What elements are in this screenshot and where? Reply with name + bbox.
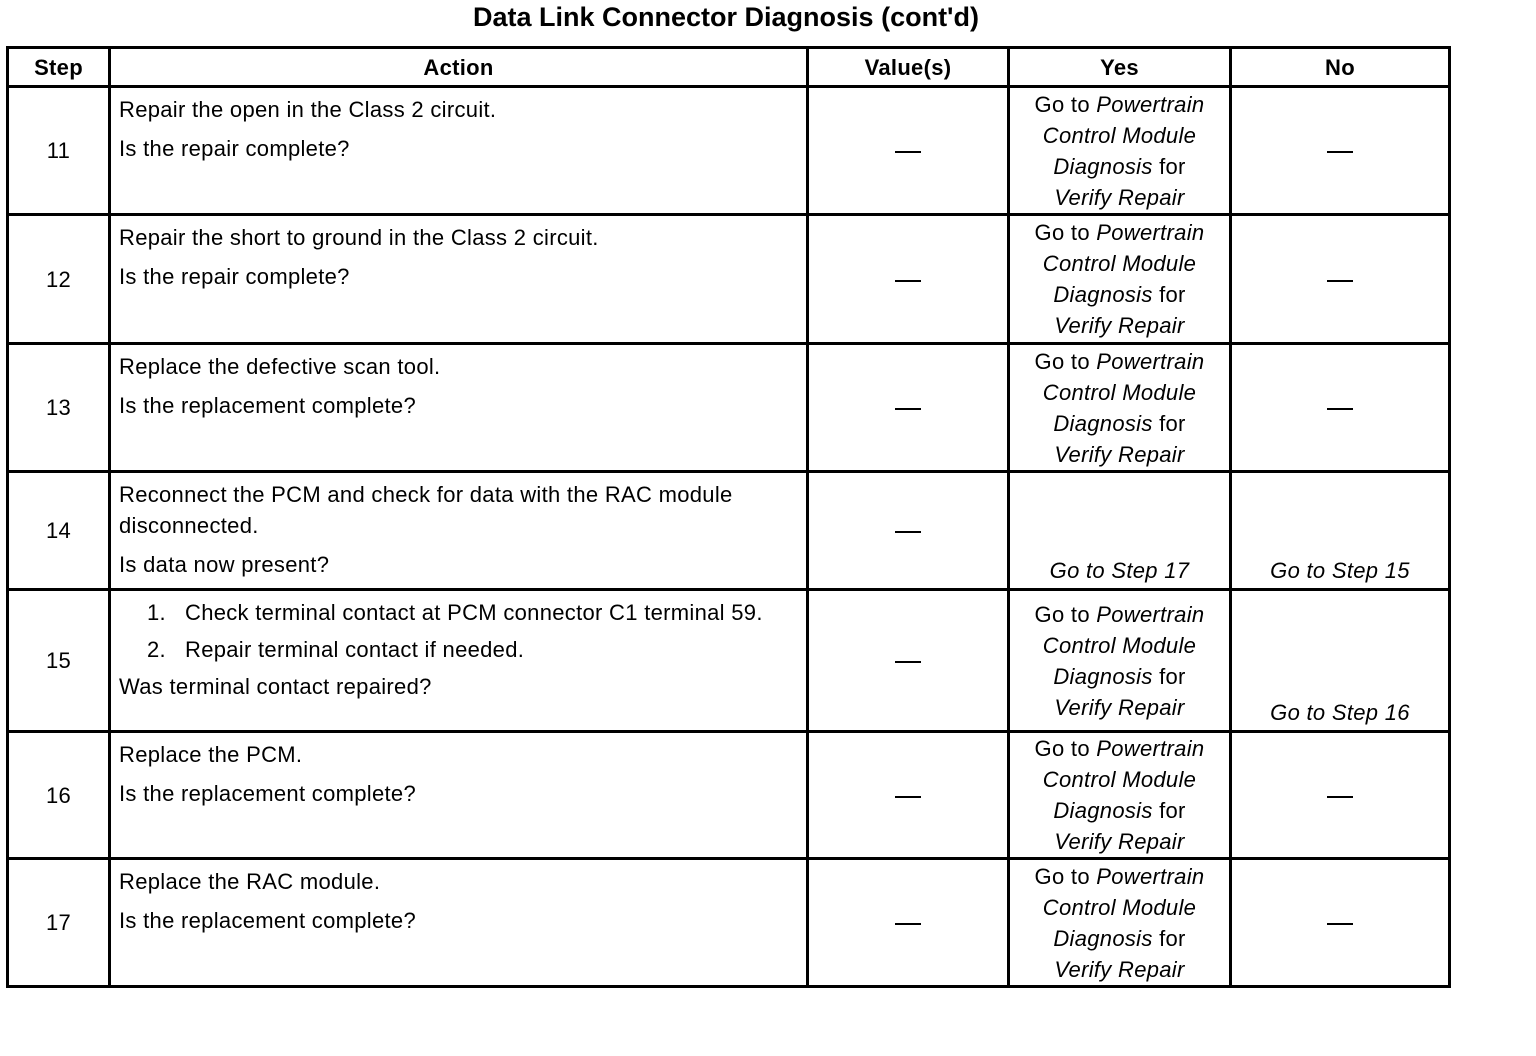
- action-cell: [110, 732, 808, 859]
- yes-text: Go to: [1034, 220, 1097, 245]
- yes-cell: [1009, 859, 1231, 987]
- no-cell: [1231, 859, 1450, 987]
- yes-text: Diagnosis: [1053, 153, 1153, 179]
- yes-line: [1018, 408, 1221, 439]
- yes-line: [1018, 954, 1221, 985]
- yes-text: for: [1152, 663, 1186, 689]
- document-title: Data Link Connector Diagnosis (cont'd): [473, 2, 979, 32]
- dash-mark: [895, 531, 921, 533]
- action-cell: [110, 344, 808, 472]
- table-row: [8, 215, 1450, 344]
- no-cell: [1231, 472, 1450, 590]
- yes-text: Diagnosis: [1053, 663, 1153, 689]
- yes-text: for: [1152, 410, 1186, 436]
- step-cell: 14: [8, 472, 110, 590]
- header-values: Value(s): [808, 48, 1009, 87]
- step-cell: 17: [8, 859, 110, 987]
- yes-text: Verify Repair: [1054, 956, 1185, 982]
- action-text: Is the replacement complete?: [119, 781, 416, 806]
- yes-text: for: [1152, 925, 1186, 951]
- table-row: [8, 472, 1450, 590]
- table-row: [8, 859, 1450, 987]
- yes-text: for: [1152, 798, 1186, 823]
- yes-line: [1018, 120, 1221, 151]
- yes-line: [1018, 599, 1221, 630]
- no-cell: [1231, 215, 1450, 344]
- header-action: Action: [110, 48, 808, 87]
- yes-text: Verify Repair: [1054, 694, 1185, 720]
- yes-line: [1018, 630, 1221, 661]
- yes-text: Verify Repair: [1054, 313, 1185, 338]
- no-cell: [1231, 732, 1450, 859]
- action-text: Replace the PCM.: [119, 742, 303, 767]
- yes-line: [1018, 151, 1221, 182]
- diagnosis-table: [6, 46, 1451, 988]
- step-cell: 13: [8, 344, 110, 472]
- step-cell: 12: [8, 215, 110, 344]
- yes-line: [1018, 764, 1221, 795]
- action-text: Replace the defective scan tool.: [119, 354, 441, 379]
- yes-text: Control Module: [1042, 251, 1197, 276]
- yes-cell: [1009, 472, 1231, 590]
- yes-line: [1018, 89, 1221, 120]
- yes-text: Diagnosis: [1053, 282, 1153, 307]
- yes-text: Powertrain: [1096, 220, 1205, 245]
- dash-mark: [895, 280, 921, 282]
- no-cell: [1231, 87, 1450, 215]
- yes-text: for: [1152, 282, 1186, 307]
- header-no: No: [1231, 48, 1450, 87]
- yes-line: [1018, 279, 1221, 310]
- action-text: Replace the RAC module.: [119, 869, 381, 894]
- yes-line: [1018, 346, 1221, 377]
- yes-text: for: [1152, 153, 1186, 179]
- action-list-item: [119, 634, 798, 665]
- yes-line: [1018, 923, 1221, 954]
- dash-mark: [895, 923, 921, 925]
- step-cell: 11: [8, 87, 110, 215]
- list-number: 2.: [147, 637, 166, 662]
- yes-cell: [1009, 344, 1231, 472]
- list-number: 1.: [147, 600, 166, 625]
- yes-text: Control Module: [1042, 767, 1197, 792]
- table-row: [8, 87, 1450, 215]
- yes-text: Diagnosis: [1053, 925, 1153, 951]
- action-text: Is the replacement complete?: [119, 908, 416, 933]
- dash-mark: [1327, 151, 1353, 153]
- step-cell: 15: [8, 590, 110, 732]
- no-text: Go to Step 16: [1270, 700, 1410, 725]
- value-cell: [808, 859, 1009, 987]
- action-list-item: [119, 597, 798, 628]
- yes-text: Powertrain: [1096, 863, 1205, 889]
- yes-line: [1018, 661, 1221, 692]
- yes-text: Go to: [1034, 736, 1097, 761]
- yes-text: Control Module: [1042, 379, 1197, 405]
- yes-text: Go to: [1034, 863, 1097, 889]
- action-text: Repair the open in the Class 2 circuit.: [119, 97, 497, 122]
- action-cell: [110, 590, 808, 732]
- yes-line: [1018, 555, 1221, 586]
- action-cell: [110, 859, 808, 987]
- dash-mark: [1327, 408, 1353, 410]
- yes-text: Diagnosis: [1053, 410, 1153, 436]
- yes-line: [1018, 310, 1221, 341]
- table-row: [8, 590, 1450, 732]
- dash-mark: [1327, 923, 1353, 925]
- header-step: Step: [8, 48, 110, 87]
- list-text: Repair terminal contact if needed.: [185, 637, 525, 662]
- yes-text: Go to Step 17: [1049, 558, 1190, 583]
- dash-mark: [1327, 796, 1353, 798]
- table-row: [8, 732, 1450, 859]
- yes-line: [1018, 892, 1221, 923]
- yes-cell: [1009, 590, 1231, 732]
- yes-line: [1018, 733, 1221, 764]
- dash-mark: [895, 151, 921, 153]
- yes-text: Go to: [1034, 91, 1097, 117]
- dash-mark: [1327, 280, 1353, 282]
- dash-mark: [895, 661, 921, 663]
- yes-text: Diagnosis: [1053, 798, 1153, 823]
- yes-text: Go to: [1034, 601, 1097, 627]
- table-row: [8, 344, 1450, 472]
- yes-text: Powertrain: [1096, 736, 1205, 761]
- step-cell: 16: [8, 732, 110, 859]
- no-cell: [1231, 590, 1450, 732]
- action-text: Is the replacement complete?: [119, 393, 416, 418]
- yes-text: Powertrain: [1096, 91, 1205, 117]
- value-cell: [808, 590, 1009, 732]
- action-cell: [110, 87, 808, 215]
- yes-text: Control Module: [1042, 894, 1197, 920]
- no-cell: [1231, 344, 1450, 472]
- action-text: Reconnect the PCM and check for data with the RAC module disconnected.: [119, 482, 733, 538]
- yes-cell: [1009, 87, 1231, 215]
- no-text: Go to Step 15: [1270, 558, 1410, 583]
- yes-text: Go to: [1034, 348, 1097, 374]
- value-cell: [808, 344, 1009, 472]
- action-text: Is the repair complete?: [119, 264, 350, 289]
- yes-text: Powertrain: [1096, 601, 1205, 627]
- action-text: Was terminal contact repaired?: [119, 674, 432, 699]
- yes-text: Verify Repair: [1054, 441, 1185, 467]
- action-text: Repair the short to ground in the Class 2 circuit.: [119, 225, 599, 250]
- value-cell: [808, 87, 1009, 215]
- value-cell: [808, 215, 1009, 344]
- yes-cell: [1009, 215, 1231, 344]
- action-cell: [110, 472, 808, 590]
- yes-text: Control Module: [1042, 632, 1197, 658]
- header-yes: Yes: [1009, 48, 1231, 87]
- yes-line: [1018, 795, 1221, 826]
- header-row: [8, 48, 1450, 87]
- yes-text: Control Module: [1042, 122, 1197, 148]
- yes-line: [1018, 377, 1221, 408]
- yes-line: [1018, 217, 1221, 248]
- yes-line: [1018, 248, 1221, 279]
- yes-line: [1018, 692, 1221, 723]
- yes-line: [1018, 439, 1221, 470]
- action-text: Is the repair complete?: [119, 136, 350, 161]
- dash-mark: [895, 408, 921, 410]
- yes-line: [1018, 861, 1221, 892]
- dash-mark: [895, 796, 921, 798]
- value-cell: [808, 732, 1009, 859]
- yes-cell: [1009, 732, 1231, 859]
- action-text: Is data now present?: [119, 552, 330, 577]
- list-text: Check terminal contact at PCM connector C1 terminal 59.: [185, 600, 763, 625]
- value-cell: [808, 472, 1009, 590]
- yes-text: Verify Repair: [1054, 184, 1185, 210]
- yes-text: Verify Repair: [1054, 829, 1185, 854]
- yes-line: [1018, 826, 1221, 857]
- action-cell: [110, 215, 808, 344]
- yes-text: Powertrain: [1096, 348, 1205, 374]
- yes-line: [1018, 182, 1221, 213]
